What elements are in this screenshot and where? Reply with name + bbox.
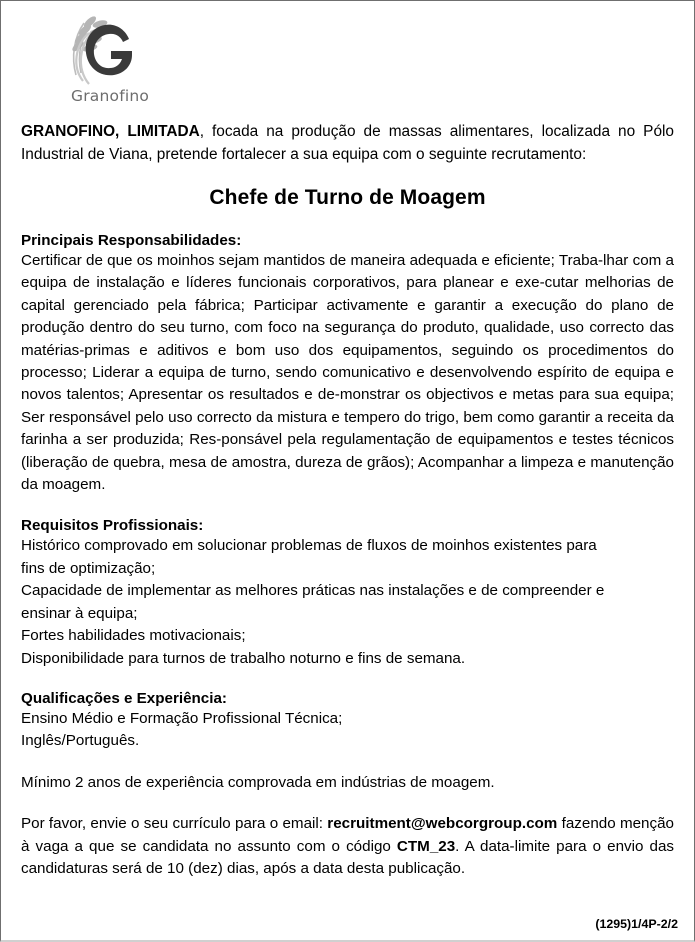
company-name: GRANOFINO, LIMITADA <box>21 123 200 140</box>
requirements-list <box>21 535 674 669</box>
list-item: ensinar à equipa; <box>21 604 138 622</box>
spacer <box>21 794 674 813</box>
footer-reference: (1295)1/4P-2/2 <box>595 917 678 931</box>
responsibilities-heading: Principais Responsabilidades: <box>21 232 242 249</box>
list-item: Ensino Médio e Formação Profissional Técnica; <box>21 709 343 727</box>
apply-text-1: Por favor, envie o seu currículo para o email: <box>21 815 328 833</box>
intro-text: , focada na produção de massas alimentares, localizada no Pólo Industrial de Viana, pretende fortalecer a sua equipa com o seguinte recrutamento: <box>21 123 674 163</box>
wheat-g-logo-icon <box>59 13 151 91</box>
logo-g-letter <box>86 25 132 76</box>
vacancy-code: CTM_23 <box>396 837 456 855</box>
page-title: Chefe de Turno de Moagem <box>209 186 486 209</box>
apply-text-3: . A data-limite para o envio das candidaturas será de 10 (dez) dias, após a data desta publicação. <box>21 837 675 877</box>
experience-note: Mínimo 2 anos de experiência comprovada em indústrias de moagem. <box>21 773 495 791</box>
company-logo <box>21 13 674 121</box>
spacer <box>21 496 674 517</box>
list-item: Fortes habilidades motivacionais; <box>21 627 246 645</box>
spacer <box>21 670 674 690</box>
company-wordmark: Granofino <box>71 87 150 105</box>
list-item: fins de optimização; <box>21 559 156 577</box>
contact-email[interactable]: recruitment@webcorgroup.com <box>327 815 558 833</box>
list-item: Capacidade de implementar as melhores práticas nas instalações e de compreender e <box>21 582 605 600</box>
intro-paragraph <box>21 121 674 166</box>
list-item: Disponibilidade para turnos de trabalho noturno e fins de semana. <box>21 649 466 667</box>
spacer <box>21 753 674 772</box>
responsibilities-text: Certificar de que os moinhos sejam mantidos de maneira adequada e eficiente; Traba-lhar com a equipa de instalação e líderes funcionais corporativos, para planear e exe-cutar melhorias de capital gerenciado pela fábrica; Participar activamente e garantir a execução do plano de produção dentro do seu turno, com foco na segurança do produto, qualidade, uso correcto das matérias-primas e aditivos e bom uso dos equipamentos, seguindo os procedimentos do processo; Liderar a equipa de turno, sendo comunicativo e desenvolvendo espírito de equipa e novos talentos; Apresentar os resultados e de-monstrar os objectivos e metas para sua equipa; Ser responsável pelo uso correcto da mistura e tempero do trigo, bem como garantir a receita da farinha a ser produzida; Res-ponsável pela regulamentação de equipamentos e testes técnicos (liberação de quebra, mesa de amostra, dureza de grãos); Acompanhar a limpeza e manutenção da moagem. <box>21 252 674 494</box>
application-instructions <box>21 813 674 880</box>
apply-text-2: fazendo menção à vaga a que se candidata no assunto com o código <box>21 815 674 855</box>
qualifications-heading: Qualificações e Experiência: <box>21 689 227 707</box>
requirements-heading: Requisitos Profissionais: <box>21 517 204 535</box>
list-item: Histórico comprovado em solucionar problemas de fluxos de moinhos existentes para <box>21 537 597 555</box>
qualifications-list <box>21 708 674 753</box>
list-item: Inglês/Português. <box>21 732 140 750</box>
